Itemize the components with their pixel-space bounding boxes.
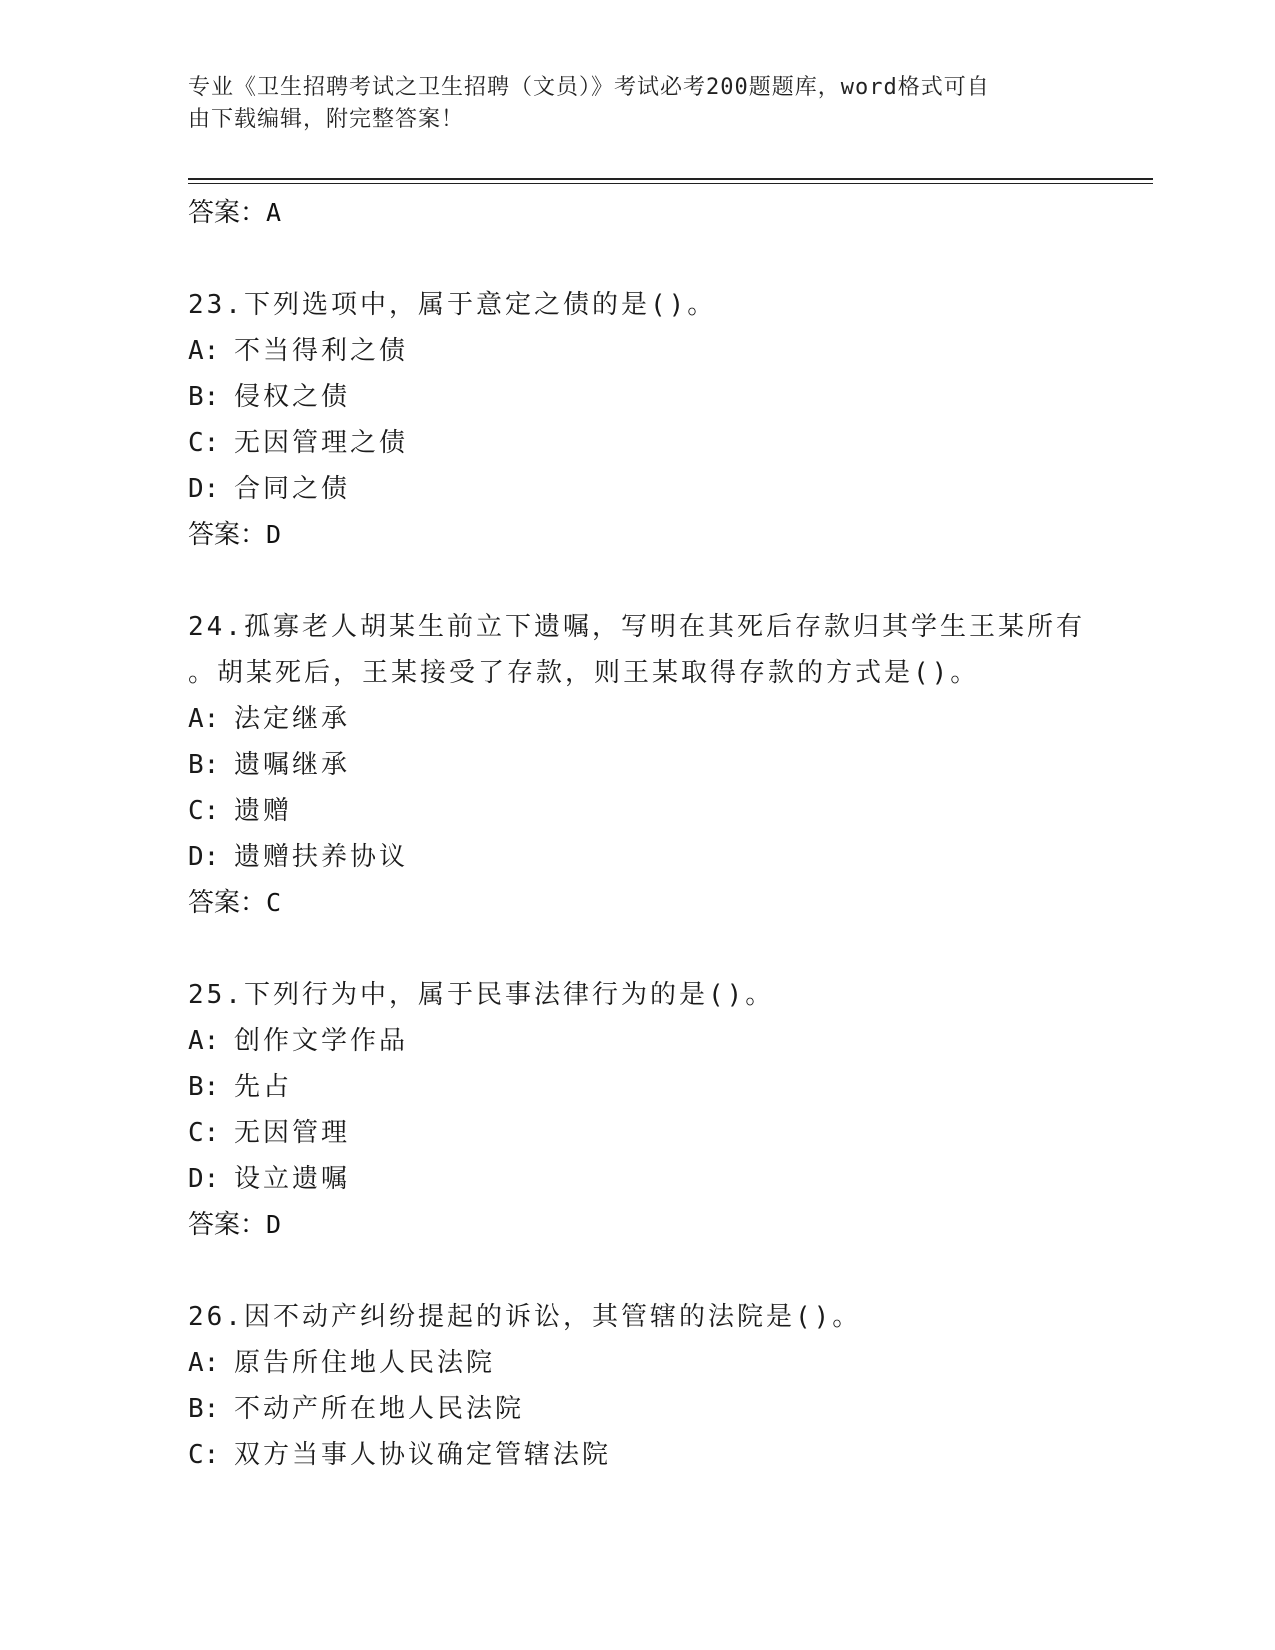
option-text: 侵权之债 <box>234 382 351 412</box>
option-letter: D: <box>188 1164 220 1194</box>
answer-line <box>188 1202 1148 1248</box>
option-letter: C: <box>188 796 220 826</box>
option-b <box>188 374 1148 420</box>
option-d <box>188 834 1148 880</box>
option-text: 法定继承 <box>234 704 351 734</box>
document-body <box>188 190 1148 1478</box>
option-text: 遗赠 <box>234 796 293 826</box>
option-text: 先占 <box>234 1072 293 1102</box>
answer-label: 答案： <box>188 888 267 918</box>
option-a <box>188 328 1148 374</box>
answer-value: A <box>266 198 282 227</box>
option-letter: A: <box>188 336 220 366</box>
option-letter: D: <box>188 842 220 872</box>
option-letter: C: <box>188 1118 220 1148</box>
spacer <box>188 236 1148 282</box>
option-text: 遗嘱继承 <box>234 750 351 780</box>
option-letter: A: <box>188 704 220 734</box>
answer-value: D <box>266 520 282 549</box>
spacer <box>188 558 1148 604</box>
option-text: 双方当事人协议确定管辖法院 <box>234 1440 612 1470</box>
option-a <box>188 1018 1148 1064</box>
answer-line <box>188 880 1148 926</box>
answer-value: D <box>266 1210 282 1239</box>
answer-line <box>188 190 1148 236</box>
option-c <box>188 1432 1148 1478</box>
question-stem: 26.因不动产纠纷提起的诉讼，其管辖的法院是()。 <box>188 1302 862 1332</box>
option-letter: C: <box>188 428 220 458</box>
question-stem: 24.孤寡老人胡某生前立下遗嘱，写明在其死后存款归其学生王某所有 <box>188 612 1085 642</box>
header-divider-thick <box>188 178 1153 180</box>
answer-label: 答案： <box>188 1210 267 1240</box>
option-letter: B: <box>188 382 220 412</box>
header-line-2: 由下载编辑，附完整答案！ <box>188 107 465 132</box>
answer-line <box>188 512 1148 558</box>
option-text: 无因管理 <box>234 1118 351 1148</box>
answer-label: 答案： <box>188 520 267 550</box>
question-25 <box>188 972 1148 1248</box>
option-text: 遗赠扶养协议 <box>234 842 409 872</box>
option-a <box>188 1340 1148 1386</box>
answer-value: C <box>266 888 282 917</box>
option-letter: B: <box>188 1394 220 1424</box>
option-letter: B: <box>188 1072 220 1102</box>
option-c <box>188 788 1148 834</box>
option-d <box>188 1156 1148 1202</box>
option-text: 创作文学作品 <box>234 1026 409 1056</box>
option-b <box>188 1064 1148 1110</box>
question-stem-continued: 。胡某死后，王某接受了存款，则王某取得存款的方式是()。 <box>188 658 980 688</box>
question-23 <box>188 282 1148 558</box>
option-d <box>188 466 1148 512</box>
question-stem: 23.下列选项中，属于意定之债的是()。 <box>188 290 717 320</box>
option-text: 设立遗嘱 <box>234 1164 351 1194</box>
document-header <box>188 72 1068 136</box>
option-text: 不动产所在地人民法院 <box>234 1394 525 1424</box>
spacer <box>188 1248 1148 1294</box>
option-letter: A: <box>188 1348 220 1378</box>
question-26 <box>188 1294 1148 1478</box>
option-letter: A: <box>188 1026 220 1056</box>
option-c <box>188 420 1148 466</box>
option-letter: C: <box>188 1440 220 1470</box>
option-text: 无因管理之债 <box>234 428 409 458</box>
header-line-1: 专业《卫生招聘考试之卫生招聘（文员）》考试必考200题题库，word格式可自 <box>188 75 990 100</box>
option-b <box>188 742 1148 788</box>
answer-label: 答案： <box>188 198 267 228</box>
option-text: 不当得利之债 <box>234 336 409 366</box>
option-letter: B: <box>188 750 220 780</box>
option-a <box>188 696 1148 742</box>
option-text: 合同之债 <box>234 474 351 504</box>
question-24 <box>188 604 1148 926</box>
option-c <box>188 1110 1148 1156</box>
question-stem: 25.下列行为中，属于民事法律行为的是()。 <box>188 980 775 1010</box>
option-text: 原告所住地人民法院 <box>234 1348 496 1378</box>
option-letter: D: <box>188 474 220 504</box>
spacer <box>188 926 1148 972</box>
option-b <box>188 1386 1148 1432</box>
header-divider-thin <box>188 183 1153 184</box>
